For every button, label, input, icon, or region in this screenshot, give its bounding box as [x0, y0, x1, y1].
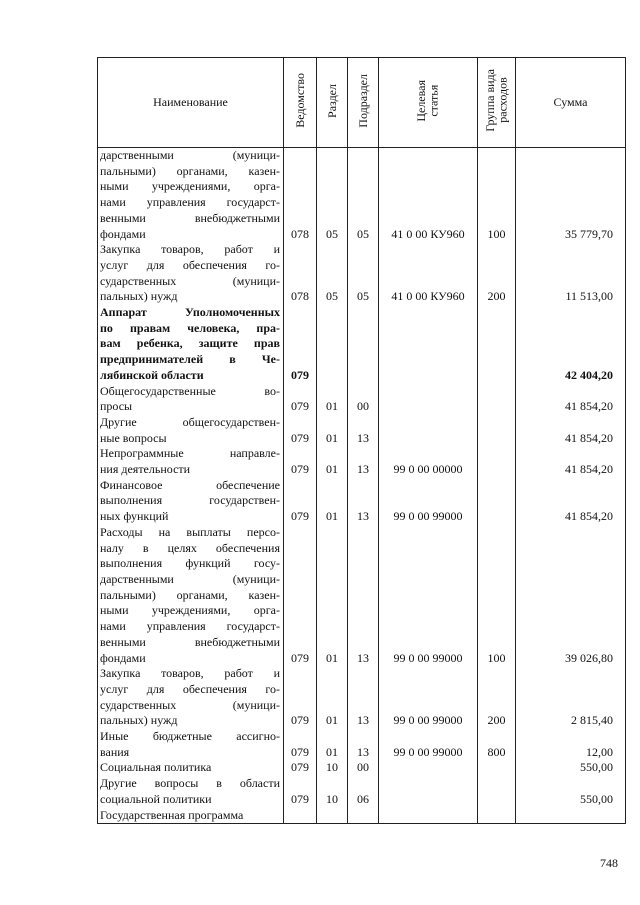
- row-name-line: ных функций: [100, 509, 169, 524]
- row-gruppa-cell: [478, 776, 516, 807]
- row-gruppa-cell: [478, 384, 516, 415]
- row-vedomstvo-cell: 079: [284, 776, 317, 807]
- header-celevaya-label: Целевая статья: [414, 79, 441, 122]
- table-row: [98, 242, 626, 305]
- row-celevaya-cell: 99 0 00 99000: [379, 525, 478, 666]
- row-name-line: услуг для обеспечения го-: [100, 257, 280, 272]
- row-name-line: услуг для обеспечения го-: [100, 681, 280, 696]
- row-name-cell: [98, 776, 284, 807]
- row-celevaya-cell: 99 0 00 99000: [379, 666, 478, 729]
- row-gruppa-cell: 800: [478, 729, 516, 760]
- row-name-line: фондами: [100, 226, 146, 241]
- row-vedomstvo-cell: 079: [284, 478, 317, 525]
- row-summa-cell: 12,00: [516, 729, 626, 760]
- row-summa-cell: 42 404,20: [516, 305, 626, 384]
- row-name-line: пальными) органами, казен-: [100, 163, 280, 178]
- row-name-cell: [98, 525, 284, 666]
- row-podrazdel-cell: 13: [348, 729, 379, 760]
- row-celevaya-cell: 99 0 00 00000: [379, 446, 478, 477]
- table-row: [98, 666, 626, 729]
- row-gruppa-cell: 200: [478, 666, 516, 729]
- row-vedomstvo-cell: 079: [284, 384, 317, 415]
- table-row: [98, 760, 626, 776]
- row-gruppa-cell: 100: [478, 148, 516, 243]
- row-gruppa-cell: 200: [478, 242, 516, 305]
- row-summa-cell: 35 779,70: [516, 148, 626, 243]
- row-podrazdel-cell: 13: [348, 666, 379, 729]
- row-summa-cell: 11 513,00: [516, 242, 626, 305]
- row-name-line: просы: [100, 399, 133, 414]
- row-vedomstvo-cell: 079: [284, 305, 317, 384]
- row-razdel-cell: 01: [317, 729, 348, 760]
- row-name-cell: [98, 242, 284, 305]
- row-name-line: фондами: [100, 650, 146, 665]
- row-podrazdel-cell: [348, 808, 379, 824]
- table-row: [98, 808, 626, 824]
- row-name-cell: [98, 666, 284, 729]
- header-summa: Сумма: [516, 58, 626, 148]
- row-name-line: по правам человека, пра-: [100, 320, 280, 335]
- row-podrazdel-cell: 13: [348, 478, 379, 525]
- table-row: [98, 776, 626, 807]
- row-name-line: Закупка товаров, работ и: [100, 666, 280, 681]
- row-podrazdel-cell: [348, 305, 379, 384]
- row-gruppa-cell: [478, 446, 516, 477]
- row-name-line: ные вопросы: [100, 430, 167, 445]
- row-name-line: Общегосударственные во-: [100, 383, 280, 398]
- table-row: [98, 384, 626, 415]
- row-name-line: налу в целях обеспечения: [100, 540, 280, 555]
- row-name-line: Аппарат Уполномоченных: [100, 305, 280, 320]
- row-gruppa-cell: [478, 305, 516, 384]
- row-vedomstvo-cell: 079: [284, 760, 317, 776]
- row-name-line: Непрограммные направле-: [100, 446, 280, 461]
- row-name-line: предпринимателей в Че-: [100, 352, 280, 367]
- header-razdel: [317, 58, 348, 148]
- row-name-cell: [98, 384, 284, 415]
- table-row: [98, 525, 626, 666]
- row-podrazdel-cell: 13: [348, 525, 379, 666]
- row-name-line: Иные бюджетные ассигно-: [100, 729, 280, 744]
- header-celevaya-statya: [379, 58, 478, 148]
- row-name-cell: [98, 305, 284, 384]
- row-name-line: сударственных (муници-: [100, 697, 280, 712]
- row-razdel-cell: 05: [317, 148, 348, 243]
- row-vedomstvo-cell: 079: [284, 415, 317, 446]
- row-summa-cell: 39 026,80: [516, 525, 626, 666]
- row-razdel-cell: [317, 808, 348, 824]
- row-celevaya-cell: [379, 305, 478, 384]
- row-name-line: сударственных (муници-: [100, 273, 280, 288]
- row-name-line: Другие вопросы в области: [100, 776, 280, 791]
- row-name-cell: [98, 148, 284, 243]
- row-podrazdel-cell: 13: [348, 446, 379, 477]
- row-name-line: Закупка товаров, работ и: [100, 242, 280, 257]
- row-celevaya-cell: [379, 415, 478, 446]
- row-name-line: ния деятельности: [100, 462, 191, 477]
- row-name-line: вам ребенка, защите прав: [100, 336, 280, 351]
- row-celevaya-cell: 99 0 00 99000: [379, 478, 478, 525]
- row-name-cell: [98, 478, 284, 525]
- row-name-cell: [98, 415, 284, 446]
- row-vedomstvo-cell: 079: [284, 666, 317, 729]
- row-summa-cell: 550,00: [516, 760, 626, 776]
- row-name-line: дарственными (муници-: [100, 571, 280, 586]
- row-summa-cell: 41 854,20: [516, 384, 626, 415]
- table-row: [98, 415, 626, 446]
- row-name-line: венными внебюджетными: [100, 210, 280, 225]
- row-name-line: пальных) нужд: [100, 713, 178, 728]
- row-name-cell: [98, 446, 284, 477]
- row-summa-cell: 2 815,40: [516, 666, 626, 729]
- row-name-cell: [98, 808, 284, 824]
- row-razdel-cell: 01: [317, 415, 348, 446]
- row-name-line: социальной политики: [100, 791, 212, 806]
- row-podrazdel-cell: 00: [348, 760, 379, 776]
- header-gruppa-label: Группа вида расходов: [482, 69, 510, 132]
- table-row: [98, 729, 626, 760]
- row-podrazdel-cell: 13: [348, 415, 379, 446]
- header-podrazdel-label: Подраздел: [355, 73, 370, 128]
- row-vedomstvo-cell: 079: [284, 525, 317, 666]
- row-summa-cell: 41 854,20: [516, 415, 626, 446]
- table-row: [98, 446, 626, 477]
- header-vedomstvo-label: Ведомство: [292, 73, 307, 128]
- row-celevaya-cell: [379, 760, 478, 776]
- row-razdel-cell: 01: [317, 525, 348, 666]
- row-razdel-cell: 10: [317, 776, 348, 807]
- row-name-line: Финансовое обеспечение: [100, 477, 280, 492]
- row-razdel-cell: 01: [317, 478, 348, 525]
- row-podrazdel-cell: 05: [348, 148, 379, 243]
- row-razdel-cell: 01: [317, 666, 348, 729]
- budget-table: [97, 57, 626, 824]
- row-podrazdel-cell: 00: [348, 384, 379, 415]
- row-name-cell: [98, 729, 284, 760]
- row-podrazdel-cell: 05: [348, 242, 379, 305]
- row-vedomstvo-cell: 078: [284, 242, 317, 305]
- row-celevaya-cell: 41 0 00 КУ960: [379, 242, 478, 305]
- row-name-line: лябинской области: [100, 367, 204, 382]
- header-podrazdel: [348, 58, 379, 148]
- row-celevaya-cell: [379, 384, 478, 415]
- budget-table-page: [97, 57, 626, 824]
- row-name-line: вания: [100, 744, 130, 759]
- row-razdel-cell: [317, 305, 348, 384]
- row-vedomstvo-cell: 079: [284, 729, 317, 760]
- row-summa-cell: 41 854,20: [516, 446, 626, 477]
- page-number: 748: [600, 856, 618, 870]
- row-name-line: выполнения функций госу-: [100, 556, 280, 571]
- row-name-line: пальными) органами, казен-: [100, 587, 280, 602]
- row-celevaya-cell: 99 0 00 99000: [379, 729, 478, 760]
- row-gruppa-cell: 100: [478, 525, 516, 666]
- row-name-line: Социальная политика: [100, 760, 212, 775]
- row-podrazdel-cell: 06: [348, 776, 379, 807]
- row-name-line: Государственная программа: [100, 807, 244, 822]
- table-body: [98, 148, 626, 824]
- row-razdel-cell: 01: [317, 446, 348, 477]
- row-celevaya-cell: [379, 776, 478, 807]
- row-name-line: нами управления государст-: [100, 195, 280, 210]
- row-name-line: Расходы на выплаты персо-: [100, 524, 280, 539]
- row-name-line: Другие общегосударствен-: [100, 414, 280, 429]
- row-vedomstvo-cell: 078: [284, 148, 317, 243]
- row-celevaya-cell: 41 0 00 КУ960: [379, 148, 478, 243]
- header-vedomstvo: [284, 58, 317, 148]
- row-name-line: нами управления государст-: [100, 619, 280, 634]
- table-row: [98, 305, 626, 384]
- row-name-line: дарственными (муници-: [100, 148, 280, 162]
- row-gruppa-cell: [478, 760, 516, 776]
- row-name-line: пальных) нужд: [100, 289, 178, 304]
- row-name-line: ными учреждениями, орга-: [100, 179, 280, 194]
- row-razdel-cell: 05: [317, 242, 348, 305]
- header-gruppa-vida-raskhodov: [478, 58, 516, 148]
- row-name-line: ными учреждениями, орга-: [100, 603, 280, 618]
- row-name-cell: [98, 760, 284, 776]
- table-row: [98, 478, 626, 525]
- table-row: [98, 148, 626, 243]
- row-summa-cell: [516, 808, 626, 824]
- row-summa-cell: 550,00: [516, 776, 626, 807]
- row-gruppa-cell: [478, 478, 516, 525]
- header-razdel-label: Раздел: [324, 83, 339, 118]
- header-name: Наименование: [98, 58, 284, 148]
- row-razdel-cell: 10: [317, 760, 348, 776]
- row-razdel-cell: 01: [317, 384, 348, 415]
- row-vedomstvo-cell: 079: [284, 446, 317, 477]
- row-gruppa-cell: [478, 415, 516, 446]
- row-name-line: венными внебюджетными: [100, 634, 280, 649]
- row-vedomstvo-cell: [284, 808, 317, 824]
- row-name-line: выполнения государствен-: [100, 493, 280, 508]
- table-header-row: [98, 58, 626, 148]
- row-celevaya-cell: [379, 808, 478, 824]
- row-gruppa-cell: [478, 808, 516, 824]
- row-summa-cell: 41 854,20: [516, 478, 626, 525]
